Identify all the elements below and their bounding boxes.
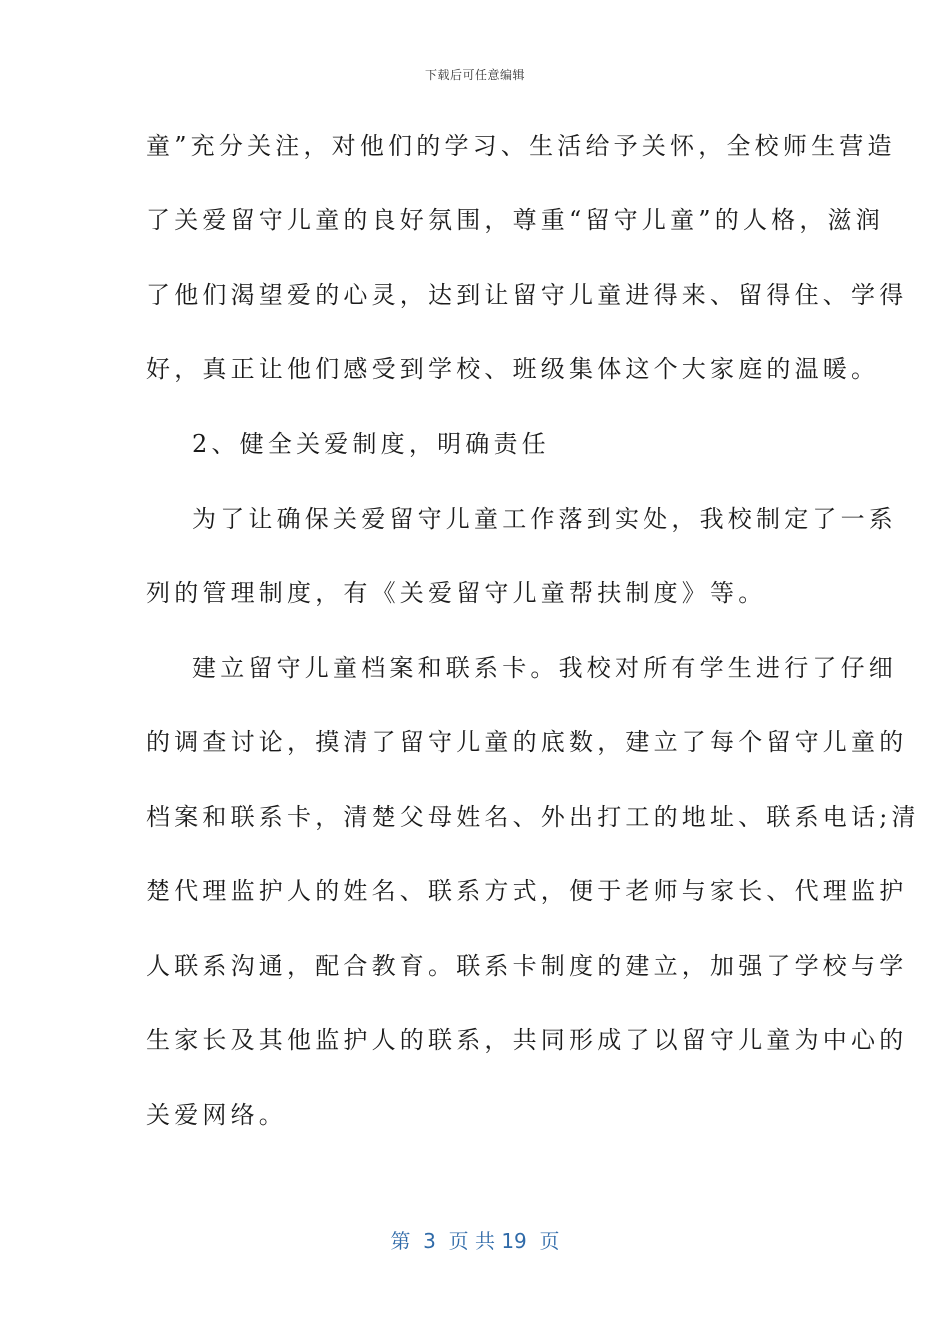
- body-text-line: 列的管理制度，有《关爱留守儿童帮扶制度》等。: [146, 579, 767, 607]
- page-number-footer: 第 3 页 共 19 页: [390, 1229, 560, 1253]
- body-text-line: 为了让确保关爱留守儿童工作落到实处，我校制定了一系: [192, 505, 897, 533]
- body-text-line: 生家长及其他监护人的联系，共同形成了以留守儿童为中心的: [146, 1026, 908, 1054]
- body-text-line: 好，真正让他们感受到学校、班级集体这个大家庭的温暖。: [146, 355, 880, 383]
- body-text-line: 建立留守儿童档案和联系卡。我校对所有学生进行了仔细: [192, 654, 897, 682]
- body-text-line: 楚代理监护人的姓名、联系方式，便于老师与家长、代理监护: [146, 877, 908, 905]
- body-text-line: 童”充分关注，对他们的学习、生活给予关怀，全校师生营造: [146, 132, 896, 160]
- section-heading: 2、健全关爱制度，明确责任: [192, 430, 550, 458]
- body-text-line: 了他们渴望爱的心灵，达到让留守儿童进得来、留得住、学得: [146, 281, 908, 309]
- body-text-line: 档案和联系卡，清楚父母姓名、外出打工的地址、联系电话;清: [146, 803, 920, 831]
- body-text-line: 人联系沟通，配合教育。联系卡制度的建立，加强了学校与学: [146, 952, 908, 980]
- body-text-line: 了关爱留守儿童的良好氛围，尊重“留守儿童”的人格，滋润: [146, 206, 884, 234]
- body-text-line: 的调查讨论，摸清了留守儿童的底数，建立了每个留守儿童的: [146, 728, 908, 756]
- header-note: 下载后可任意编辑: [424, 68, 525, 82]
- body-text-line: 关爱网络。: [146, 1101, 287, 1129]
